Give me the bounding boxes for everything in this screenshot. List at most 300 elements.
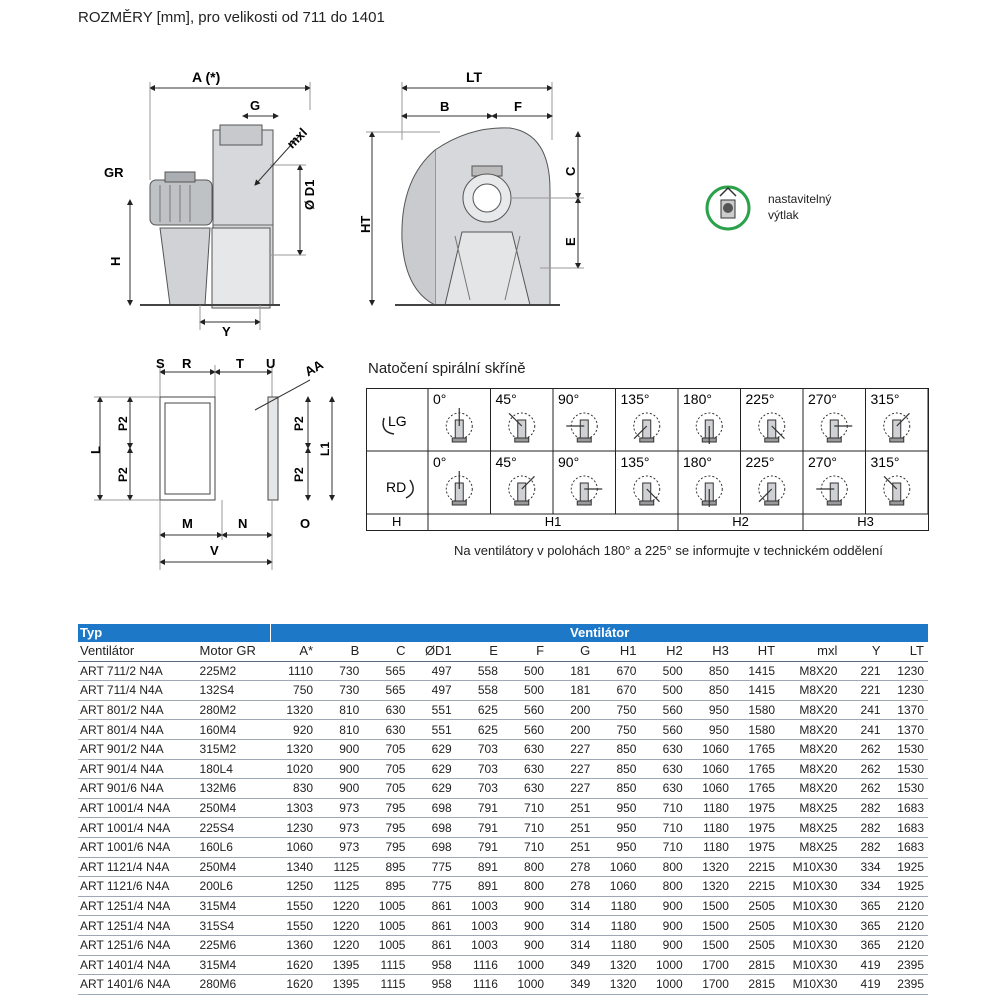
table-cell: ART 1251/4 N4A (78, 896, 196, 916)
table-cell: 1220 (317, 896, 363, 916)
column-header: F (502, 642, 548, 661)
dim-label-O: O (300, 516, 311, 531)
table-cell: 560 (640, 700, 686, 720)
table-cell: 262 (841, 759, 884, 779)
table-cell: 221 (841, 661, 884, 681)
table-cell: M10X30 (779, 916, 841, 936)
dim-label-AA: AA (302, 356, 326, 380)
table-cell: 314 (548, 935, 594, 955)
table-cell: 225S4 (196, 818, 271, 838)
table-cell: 670 (594, 681, 640, 701)
table-row (78, 877, 928, 897)
angle-label: 135° (620, 391, 650, 407)
angle-label: 0° (433, 391, 447, 407)
table-cell: 900 (502, 916, 548, 936)
table-cell: ART 1001/4 N4A (78, 818, 196, 838)
table-cell: 282 (841, 798, 884, 818)
dim-label-R: R (182, 356, 192, 371)
table-cell: 950 (687, 700, 733, 720)
angle-label: 270° (808, 391, 837, 407)
table-cell: M10X30 (779, 877, 841, 897)
table-cell: 750 (594, 720, 640, 740)
table-cell: 1303 (271, 798, 317, 818)
table-cell: 1370 (885, 700, 928, 720)
row-label-rd: RD (386, 479, 407, 495)
table-cell: 850 (594, 759, 640, 779)
table-cell: M8X20 (779, 759, 841, 779)
table-cell: 900 (317, 759, 363, 779)
table-cell: M8X20 (779, 681, 841, 701)
table-cell: 1000 (502, 955, 548, 975)
dim-label-HT: HT (358, 215, 373, 233)
table-cell: 221 (841, 681, 884, 701)
table-cell: M8X25 (779, 818, 841, 838)
h-group-label: H3 (857, 514, 874, 529)
dim-label-U: U (266, 356, 276, 371)
table-cell: 795 (363, 798, 409, 818)
table-cell: 1320 (271, 700, 317, 720)
rotation-positions-table (366, 388, 930, 534)
table-cell: 900 (640, 896, 686, 916)
table-cell: 950 (594, 818, 640, 838)
table-cell: 1360 (271, 935, 317, 955)
table-cell: 1230 (271, 818, 317, 838)
table-cell: 315M4 (196, 896, 271, 916)
table-cell: 698 (409, 798, 455, 818)
dim-label-P2-right-bottom: P2 (292, 467, 306, 482)
table-cell: 132S4 (196, 681, 271, 701)
table-cell: 1110 (271, 661, 317, 681)
table-cell: 251 (548, 798, 594, 818)
table-cell: 1530 (885, 739, 928, 759)
table-cell: 1060 (594, 877, 640, 897)
table-cell: 1020 (271, 759, 317, 779)
column-header: H3 (687, 642, 733, 661)
table-cell: 1415 (733, 661, 779, 681)
table-cell: 1370 (885, 720, 928, 740)
table-cell: 200 (548, 720, 594, 740)
table-cell: 775 (409, 857, 455, 877)
table-cell: 551 (409, 700, 455, 720)
table-cell: 1003 (456, 935, 502, 955)
table-cell: 2815 (733, 955, 779, 975)
row-label-lg: LG (388, 413, 407, 429)
table-cell: 1180 (594, 916, 640, 936)
table-cell: 900 (502, 896, 548, 916)
table-cell: 349 (548, 975, 594, 995)
table-cell: 791 (456, 818, 502, 838)
table-cell: 1180 (687, 798, 733, 818)
adjustable-outlet-icon (707, 187, 749, 229)
table-cell: 710 (502, 818, 548, 838)
table-cell: ART 1121/4 N4A (78, 857, 196, 877)
table-cell: 900 (640, 916, 686, 936)
table-cell: 900 (640, 935, 686, 955)
table-cell: 365 (841, 896, 884, 916)
table-cell: 497 (409, 681, 455, 701)
dim-label-C: C (563, 166, 578, 176)
table-cell: 565 (363, 681, 409, 701)
column-header: A* (271, 642, 317, 661)
table-cell: 314 (548, 916, 594, 936)
table-cell: 278 (548, 877, 594, 897)
table-cell: 1765 (733, 759, 779, 779)
adjustable-outlet-label: nastavitelný výtlak (768, 192, 832, 222)
table-cell: 1060 (687, 759, 733, 779)
table-cell: ART 801/4 N4A (78, 720, 196, 740)
table-cell: 160M4 (196, 720, 271, 740)
table-cell: ART 1251/4 N4A (78, 916, 196, 936)
table-cell: 1320 (687, 877, 733, 897)
table-cell: 791 (456, 798, 502, 818)
table-cell: 2505 (733, 896, 779, 916)
table-band-type: Typ (78, 624, 271, 642)
table-cell: ART 711/4 N4A (78, 681, 196, 701)
table-cell: 1116 (456, 975, 502, 995)
table-cell: M8X25 (779, 837, 841, 857)
table-cell: 497 (409, 661, 455, 681)
column-header: G (548, 642, 594, 661)
table-cell: 349 (548, 955, 594, 975)
table-cell: 365 (841, 935, 884, 955)
table-row (78, 837, 928, 857)
dim-label-mxl: mxl (283, 124, 311, 152)
table-cell: 314 (548, 896, 594, 916)
table-cell: 1005 (363, 935, 409, 955)
table-cell: 315M4 (196, 955, 271, 975)
table-cell: 200L6 (196, 877, 271, 897)
table-cell: M10X30 (779, 955, 841, 975)
table-cell: ART 1001/4 N4A (78, 798, 196, 818)
table-cell: 2395 (885, 955, 928, 975)
table-cell: M8X20 (779, 779, 841, 799)
table-cell: 1975 (733, 837, 779, 857)
table-cell: 500 (640, 661, 686, 681)
dim-label-G: G (250, 98, 261, 113)
table-cell: 1500 (687, 935, 733, 955)
table-cell: 225M2 (196, 661, 271, 681)
dim-label-M: M (182, 516, 193, 531)
dim-label-T: T (236, 356, 244, 371)
table-cell: 1683 (885, 798, 928, 818)
table-cell: 1180 (687, 818, 733, 838)
angle-label: 90° (558, 454, 580, 470)
table-cell: 710 (640, 818, 686, 838)
table-cell: 795 (363, 818, 409, 838)
table-cell: 703 (456, 739, 502, 759)
table-cell: 1250 (271, 877, 317, 897)
table-cell: 2505 (733, 916, 779, 936)
table-header-row (78, 642, 928, 661)
table-cell: ART 901/2 N4A (78, 739, 196, 759)
table-cell: 895 (363, 877, 409, 897)
dimension-table (78, 624, 928, 995)
table-cell: 1060 (687, 739, 733, 759)
table-cell: 698 (409, 837, 455, 857)
table-cell: 200 (548, 700, 594, 720)
fan-position-icon (446, 471, 472, 505)
table-row (78, 779, 928, 799)
table-cell: M10X30 (779, 896, 841, 916)
table-cell: 630 (502, 739, 548, 759)
table-cell: 973 (317, 798, 363, 818)
fan-position-icon (696, 413, 722, 444)
table-cell: M8X20 (779, 661, 841, 681)
angle-label: 45° (495, 454, 517, 470)
table-cell: 958 (409, 955, 455, 975)
table-cell: 850 (687, 681, 733, 701)
table-cell: 710 (640, 837, 686, 857)
h-group-label: H2 (732, 514, 749, 529)
angle-label: 315° (870, 391, 900, 407)
table-cell: 250M4 (196, 798, 271, 818)
fan-position-icon (566, 413, 597, 442)
table-cell: 225M6 (196, 935, 271, 955)
table-cell: 1003 (456, 916, 502, 936)
table-cell: 565 (363, 661, 409, 681)
fan-position-icon (446, 408, 472, 442)
angle-label: 0° (433, 454, 447, 470)
table-row (78, 700, 928, 720)
table-cell: 1530 (885, 779, 928, 799)
table-cell: 1000 (640, 955, 686, 975)
table-cell: 730 (317, 661, 363, 681)
page-title: ROZMĚRY [mm], pro velikosti od 711 do 1401 (78, 9, 385, 26)
table-cell: M10X30 (779, 935, 841, 955)
column-header: H2 (640, 642, 686, 661)
column-header: Motor GR (196, 642, 271, 661)
table-cell: 315M2 (196, 739, 271, 759)
table-cell: 625 (456, 700, 502, 720)
table-row (78, 661, 928, 681)
table-cell: 1925 (885, 857, 928, 877)
table-row (78, 955, 928, 975)
table-cell: 705 (363, 759, 409, 779)
column-header: LT (885, 642, 928, 661)
table-cell: 895 (363, 857, 409, 877)
rotation-arrow-rd-icon (406, 480, 413, 498)
column-header: E (456, 642, 502, 661)
table-cell: 1220 (317, 916, 363, 936)
table-cell: 705 (363, 739, 409, 759)
table-cell: 698 (409, 818, 455, 838)
table-cell: 900 (502, 935, 548, 955)
table-cell: 810 (317, 720, 363, 740)
angle-label: 135° (620, 454, 650, 470)
table-cell: 419 (841, 955, 884, 975)
table-cell: 630 (363, 720, 409, 740)
angle-label: 180° (683, 454, 712, 470)
fan-position-icon (884, 413, 910, 442)
table-cell: 1180 (594, 896, 640, 916)
table-cell: 2395 (885, 975, 928, 995)
table-cell: 278 (548, 857, 594, 877)
column-header: C (363, 642, 409, 661)
table-cell: 1975 (733, 818, 779, 838)
table-cell: 262 (841, 739, 884, 759)
table-cell: 630 (502, 779, 548, 799)
table-cell: 850 (594, 739, 640, 759)
table-cell: 705 (363, 779, 409, 799)
dim-label-L: L (88, 446, 103, 454)
table-cell: 630 (640, 779, 686, 799)
table-row (78, 798, 928, 818)
dim-label-P2-right-top: P2 (292, 416, 306, 431)
front-view-drawing (366, 82, 584, 305)
table-cell: 861 (409, 896, 455, 916)
table-cell: 1230 (885, 661, 928, 681)
table-cell: 1125 (317, 857, 363, 877)
table-cell: 1115 (363, 955, 409, 975)
table-cell: 2120 (885, 896, 928, 916)
fan-position-icon (634, 413, 660, 442)
table-cell: 1340 (271, 857, 317, 877)
table-cell: 920 (271, 720, 317, 740)
h-row-label: H (392, 514, 402, 529)
table-cell: 551 (409, 720, 455, 740)
table-cell: 1550 (271, 896, 317, 916)
h-group-label: H1 (544, 514, 562, 529)
table-cell: ART 1001/6 N4A (78, 837, 196, 857)
table-cell: 1220 (317, 935, 363, 955)
table-cell: 750 (594, 700, 640, 720)
table-cell: 1975 (733, 798, 779, 818)
table-cell: 973 (317, 818, 363, 838)
fan-position-icon (696, 476, 722, 507)
table-cell: 670 (594, 661, 640, 681)
rotation-note: Na ventilátory v polohách 180° a 225° se informujte v technickém oddělení (454, 543, 883, 558)
table-row (78, 681, 928, 701)
fan-position-icon (816, 476, 847, 505)
table-row (78, 857, 928, 877)
dim-label-V: V (210, 543, 219, 558)
table-cell: 1320 (271, 739, 317, 759)
table-cell: M8X25 (779, 798, 841, 818)
angle-label: 270° (808, 454, 837, 470)
table-cell: 1000 (640, 975, 686, 995)
table-cell: 850 (687, 661, 733, 681)
table-cell: 1395 (317, 955, 363, 975)
dim-label-L1: L1 (318, 441, 332, 456)
table-cell: 630 (640, 759, 686, 779)
column-header: H1 (594, 642, 640, 661)
table-cell: 282 (841, 837, 884, 857)
table-band-fan: Ventilátor (271, 624, 928, 642)
table-cell: 560 (502, 700, 548, 720)
table-cell: 1116 (456, 955, 502, 975)
table-cell: ART 711/2 N4A (78, 661, 196, 681)
table-cell: 1765 (733, 739, 779, 759)
table-cell: 2815 (733, 975, 779, 995)
table-cell: 419 (841, 975, 884, 995)
dim-label-N: N (238, 516, 248, 531)
angle-label: 180° (683, 391, 712, 407)
table-cell: 1320 (687, 857, 733, 877)
table-cell: 861 (409, 935, 455, 955)
column-header: Y (841, 642, 884, 661)
table-cell: 282 (841, 818, 884, 838)
side-view-drawing (130, 82, 310, 330)
table-cell: 250M4 (196, 857, 271, 877)
table-cell: 227 (548, 779, 594, 799)
table-cell: 1060 (271, 837, 317, 857)
table-row (78, 896, 928, 916)
table-cell: 891 (456, 877, 502, 897)
table-cell: 241 (841, 720, 884, 740)
column-header: B (317, 642, 363, 661)
table-cell: 334 (841, 877, 884, 897)
table-cell: 227 (548, 759, 594, 779)
fan-position-icon (509, 413, 535, 442)
dim-label-P2-left-top: P2 (116, 416, 130, 431)
table-cell: 630 (363, 700, 409, 720)
table-cell: 1580 (733, 720, 779, 740)
table-cell: 730 (317, 681, 363, 701)
dim-label-H: H (108, 256, 123, 266)
table-cell: 950 (594, 798, 640, 818)
table-cell: ART 1251/6 N4A (78, 935, 196, 955)
dim-label-GR: GR (104, 165, 124, 180)
table-cell: 1580 (733, 700, 779, 720)
table-cell: 630 (502, 759, 548, 779)
table-cell: 280M2 (196, 700, 271, 720)
dim-label-A: A (*) (192, 69, 221, 85)
table-cell: 710 (502, 798, 548, 818)
table-cell: 810 (317, 700, 363, 720)
dim-label-B: B (440, 99, 450, 114)
table-cell: 1005 (363, 896, 409, 916)
table-cell: 791 (456, 837, 502, 857)
table-cell: 950 (594, 837, 640, 857)
table-cell: 1530 (885, 759, 928, 779)
table-cell: 1700 (687, 975, 733, 995)
dim-label-S: S (156, 356, 165, 371)
table-cell: 558 (456, 661, 502, 681)
table-cell: 850 (594, 779, 640, 799)
column-header: ØD1 (409, 642, 455, 661)
table-cell: 1683 (885, 837, 928, 857)
table-cell: 2215 (733, 857, 779, 877)
table-cell: 1125 (317, 877, 363, 897)
table-cell: 1180 (594, 935, 640, 955)
table-row (78, 975, 928, 995)
table-cell: 1003 (456, 896, 502, 916)
table-cell: 710 (502, 837, 548, 857)
table-cell: 629 (409, 759, 455, 779)
table-cell: 891 (456, 857, 502, 877)
angle-label: 225° (745, 391, 775, 407)
table-cell: 795 (363, 837, 409, 857)
table-cell: 160L6 (196, 837, 271, 857)
table-cell: ART 1401/6 N4A (78, 975, 196, 995)
table-cell: 750 (271, 681, 317, 701)
table-row (78, 818, 928, 838)
table-cell: 703 (456, 759, 502, 779)
table-cell: 1683 (885, 818, 928, 838)
fan-position-icon (884, 476, 910, 505)
table-row (78, 759, 928, 779)
table-cell: 1620 (271, 975, 317, 995)
table-cell: 800 (640, 877, 686, 897)
table-cell: 1180 (687, 837, 733, 857)
table-cell: ART 1401/4 N4A (78, 955, 196, 975)
table-cell: 1500 (687, 916, 733, 936)
table-cell: M8X20 (779, 700, 841, 720)
table-cell: 703 (456, 779, 502, 799)
angle-label: 45° (495, 391, 517, 407)
table-cell: 1620 (271, 955, 317, 975)
table-cell: 2120 (885, 935, 928, 955)
